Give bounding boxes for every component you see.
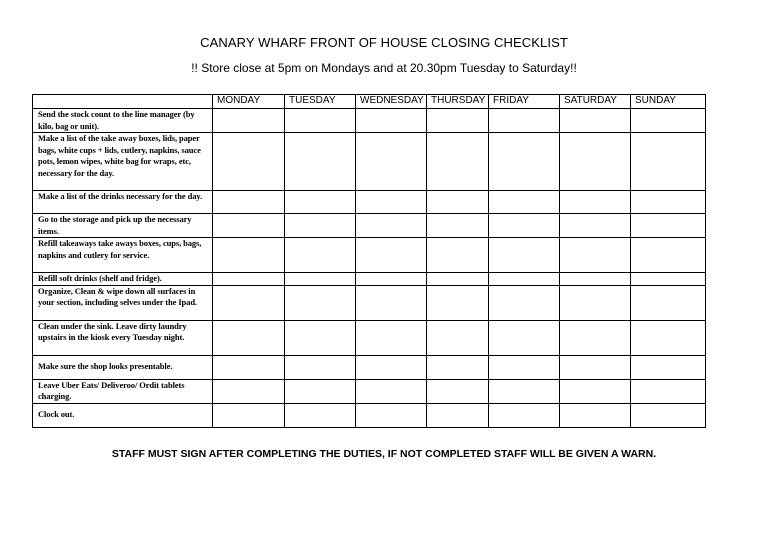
sign-cell-wednesday[interactable] [356, 133, 427, 191]
sign-cell-saturday[interactable] [560, 109, 631, 133]
sign-cell-saturday[interactable] [560, 320, 631, 355]
sign-cell-sunday[interactable] [631, 273, 706, 286]
sign-cell-thursday[interactable] [427, 403, 489, 427]
sign-cell-tuesday[interactable] [285, 285, 356, 320]
sign-cell-thursday[interactable] [427, 320, 489, 355]
task-cell: Send the stock count to the line manager (by kilo, bag or unit). [33, 109, 213, 133]
sign-cell-wednesday[interactable] [356, 214, 427, 238]
sign-cell-friday[interactable] [489, 109, 560, 133]
sign-cell-thursday[interactable] [427, 191, 489, 214]
sign-cell-friday[interactable] [489, 379, 560, 403]
task-cell: Clock out. [33, 403, 213, 427]
sign-cell-monday[interactable] [213, 214, 285, 238]
store-hours-notice: !! Store close at 5pm on Mondays and at 20.30pm Tuesday to Saturday!! [191, 61, 577, 75]
sign-cell-saturday[interactable] [560, 403, 631, 427]
sign-cell-wednesday[interactable] [356, 273, 427, 286]
staff-sign-warning: STAFF MUST SIGN AFTER COMPLETING THE DUTIES, IF NOT COMPLETED STAFF WILL BE GIVEN A WARN. [111, 448, 657, 460]
table-row [33, 133, 706, 191]
task-cell: Leave Uber Eats/ Deliveroo/ Ordit tablets charging. [33, 379, 213, 403]
sign-cell-thursday[interactable] [427, 133, 489, 191]
table-row [33, 320, 706, 355]
task-cell: Refill soft drinks (shelf and fridge). [33, 273, 213, 286]
sign-cell-monday[interactable] [213, 133, 285, 191]
task-cell: Clean under the sink. Leave dirty laundry upstairs in the kiosk every Tuesday night. [33, 320, 213, 355]
sign-cell-sunday[interactable] [631, 238, 706, 273]
sign-cell-wednesday[interactable] [356, 355, 427, 379]
task-cell: Organize, Clean & wipe down all surfaces in your section, including selves under the Ipad. [33, 285, 213, 320]
sign-cell-sunday[interactable] [631, 403, 706, 427]
sign-cell-tuesday[interactable] [285, 355, 356, 379]
table-row [33, 109, 706, 133]
sign-cell-wednesday[interactable] [356, 403, 427, 427]
closing-checklist-table [32, 94, 706, 428]
table-row [33, 285, 706, 320]
sign-cell-saturday[interactable] [560, 133, 631, 191]
sign-cell-saturday[interactable] [560, 238, 631, 273]
sign-cell-saturday[interactable] [560, 191, 631, 214]
sign-cell-monday[interactable] [213, 403, 285, 427]
sign-cell-wednesday[interactable] [356, 379, 427, 403]
task-cell: Refill takeaways take aways boxes, cups, bags, napkins and cutlery for service. [33, 238, 213, 273]
sign-cell-tuesday[interactable] [285, 273, 356, 286]
table-row [33, 214, 706, 238]
sign-cell-thursday[interactable] [427, 355, 489, 379]
sign-cell-friday[interactable] [489, 273, 560, 286]
table-row [33, 273, 706, 286]
sign-cell-saturday[interactable] [560, 214, 631, 238]
sign-cell-saturday[interactable] [560, 379, 631, 403]
sign-cell-friday[interactable] [489, 355, 560, 379]
sign-cell-sunday[interactable] [631, 214, 706, 238]
sign-cell-monday[interactable] [213, 191, 285, 214]
sign-cell-wednesday[interactable] [356, 238, 427, 273]
sign-cell-sunday[interactable] [631, 379, 706, 403]
task-cell: Go to the storage and pick up the necessary items. [33, 214, 213, 238]
sign-cell-monday[interactable] [213, 238, 285, 273]
sign-cell-thursday[interactable] [427, 379, 489, 403]
sign-cell-sunday[interactable] [631, 355, 706, 379]
sign-cell-thursday[interactable] [427, 238, 489, 273]
sign-cell-monday[interactable] [213, 285, 285, 320]
sign-cell-friday[interactable] [489, 191, 560, 214]
task-cell: Make a list of the drinks necessary for the day. [33, 191, 213, 214]
sign-cell-sunday[interactable] [631, 109, 706, 133]
sign-cell-friday[interactable] [489, 238, 560, 273]
sign-cell-friday[interactable] [489, 403, 560, 427]
table-row [33, 403, 706, 427]
sign-cell-sunday[interactable] [631, 320, 706, 355]
sign-cell-tuesday[interactable] [285, 379, 356, 403]
sign-cell-thursday[interactable] [427, 285, 489, 320]
sign-cell-tuesday[interactable] [285, 191, 356, 214]
sign-cell-tuesday[interactable] [285, 320, 356, 355]
sign-cell-thursday[interactable] [427, 109, 489, 133]
day-header-sunday: SUNDAY [631, 95, 706, 109]
sign-cell-saturday[interactable] [560, 273, 631, 286]
sign-cell-monday[interactable] [213, 379, 285, 403]
sign-cell-sunday[interactable] [631, 285, 706, 320]
sign-cell-monday[interactable] [213, 273, 285, 286]
sign-cell-saturday[interactable] [560, 355, 631, 379]
table-row [33, 191, 706, 214]
sign-cell-friday[interactable] [489, 214, 560, 238]
table-row [33, 379, 706, 403]
document-title: CANARY WHARF FRONT OF HOUSE CLOSING CHECKLIST [200, 35, 568, 50]
day-header-saturday: SATURDAY [560, 95, 631, 109]
day-header-monday: MONDAY [213, 95, 285, 109]
sign-cell-saturday[interactable] [560, 285, 631, 320]
header-row [33, 95, 706, 109]
task-header-cell [33, 95, 213, 109]
sign-cell-thursday[interactable] [427, 273, 489, 286]
sign-cell-tuesday[interactable] [285, 403, 356, 427]
sign-cell-wednesday[interactable] [356, 191, 427, 214]
sign-cell-tuesday[interactable] [285, 214, 356, 238]
day-header-wednesday: WEDNESDAY [356, 95, 427, 109]
sign-cell-thursday[interactable] [427, 214, 489, 238]
day-header-tuesday: TUESDAY [285, 95, 356, 109]
table-row [33, 238, 706, 273]
table-row [33, 355, 706, 379]
task-cell: Make a list of the take away boxes, lids, paper bags, white cups + lids, cutlery, napkins, sauce pots, lemon wipes, white bag for wraps, etc, necessary for the day. [33, 133, 213, 191]
sign-cell-friday[interactable] [489, 133, 560, 191]
sign-cell-friday[interactable] [489, 285, 560, 320]
sign-cell-tuesday[interactable] [285, 133, 356, 191]
sign-cell-tuesday[interactable] [285, 238, 356, 273]
sign-cell-monday[interactable] [213, 355, 285, 379]
sign-cell-wednesday[interactable] [356, 320, 427, 355]
task-cell: Make sure the shop looks presentable. [33, 355, 213, 379]
day-header-thursday: THURSDAY [427, 95, 489, 109]
sign-cell-friday[interactable] [489, 320, 560, 355]
sign-cell-wednesday[interactable] [356, 285, 427, 320]
sign-cell-wednesday[interactable] [356, 109, 427, 133]
sign-cell-tuesday[interactable] [285, 109, 356, 133]
sign-cell-monday[interactable] [213, 109, 285, 133]
sign-cell-sunday[interactable] [631, 133, 706, 191]
sign-cell-monday[interactable] [213, 320, 285, 355]
day-header-friday: FRIDAY [489, 95, 560, 109]
sign-cell-sunday[interactable] [631, 191, 706, 214]
